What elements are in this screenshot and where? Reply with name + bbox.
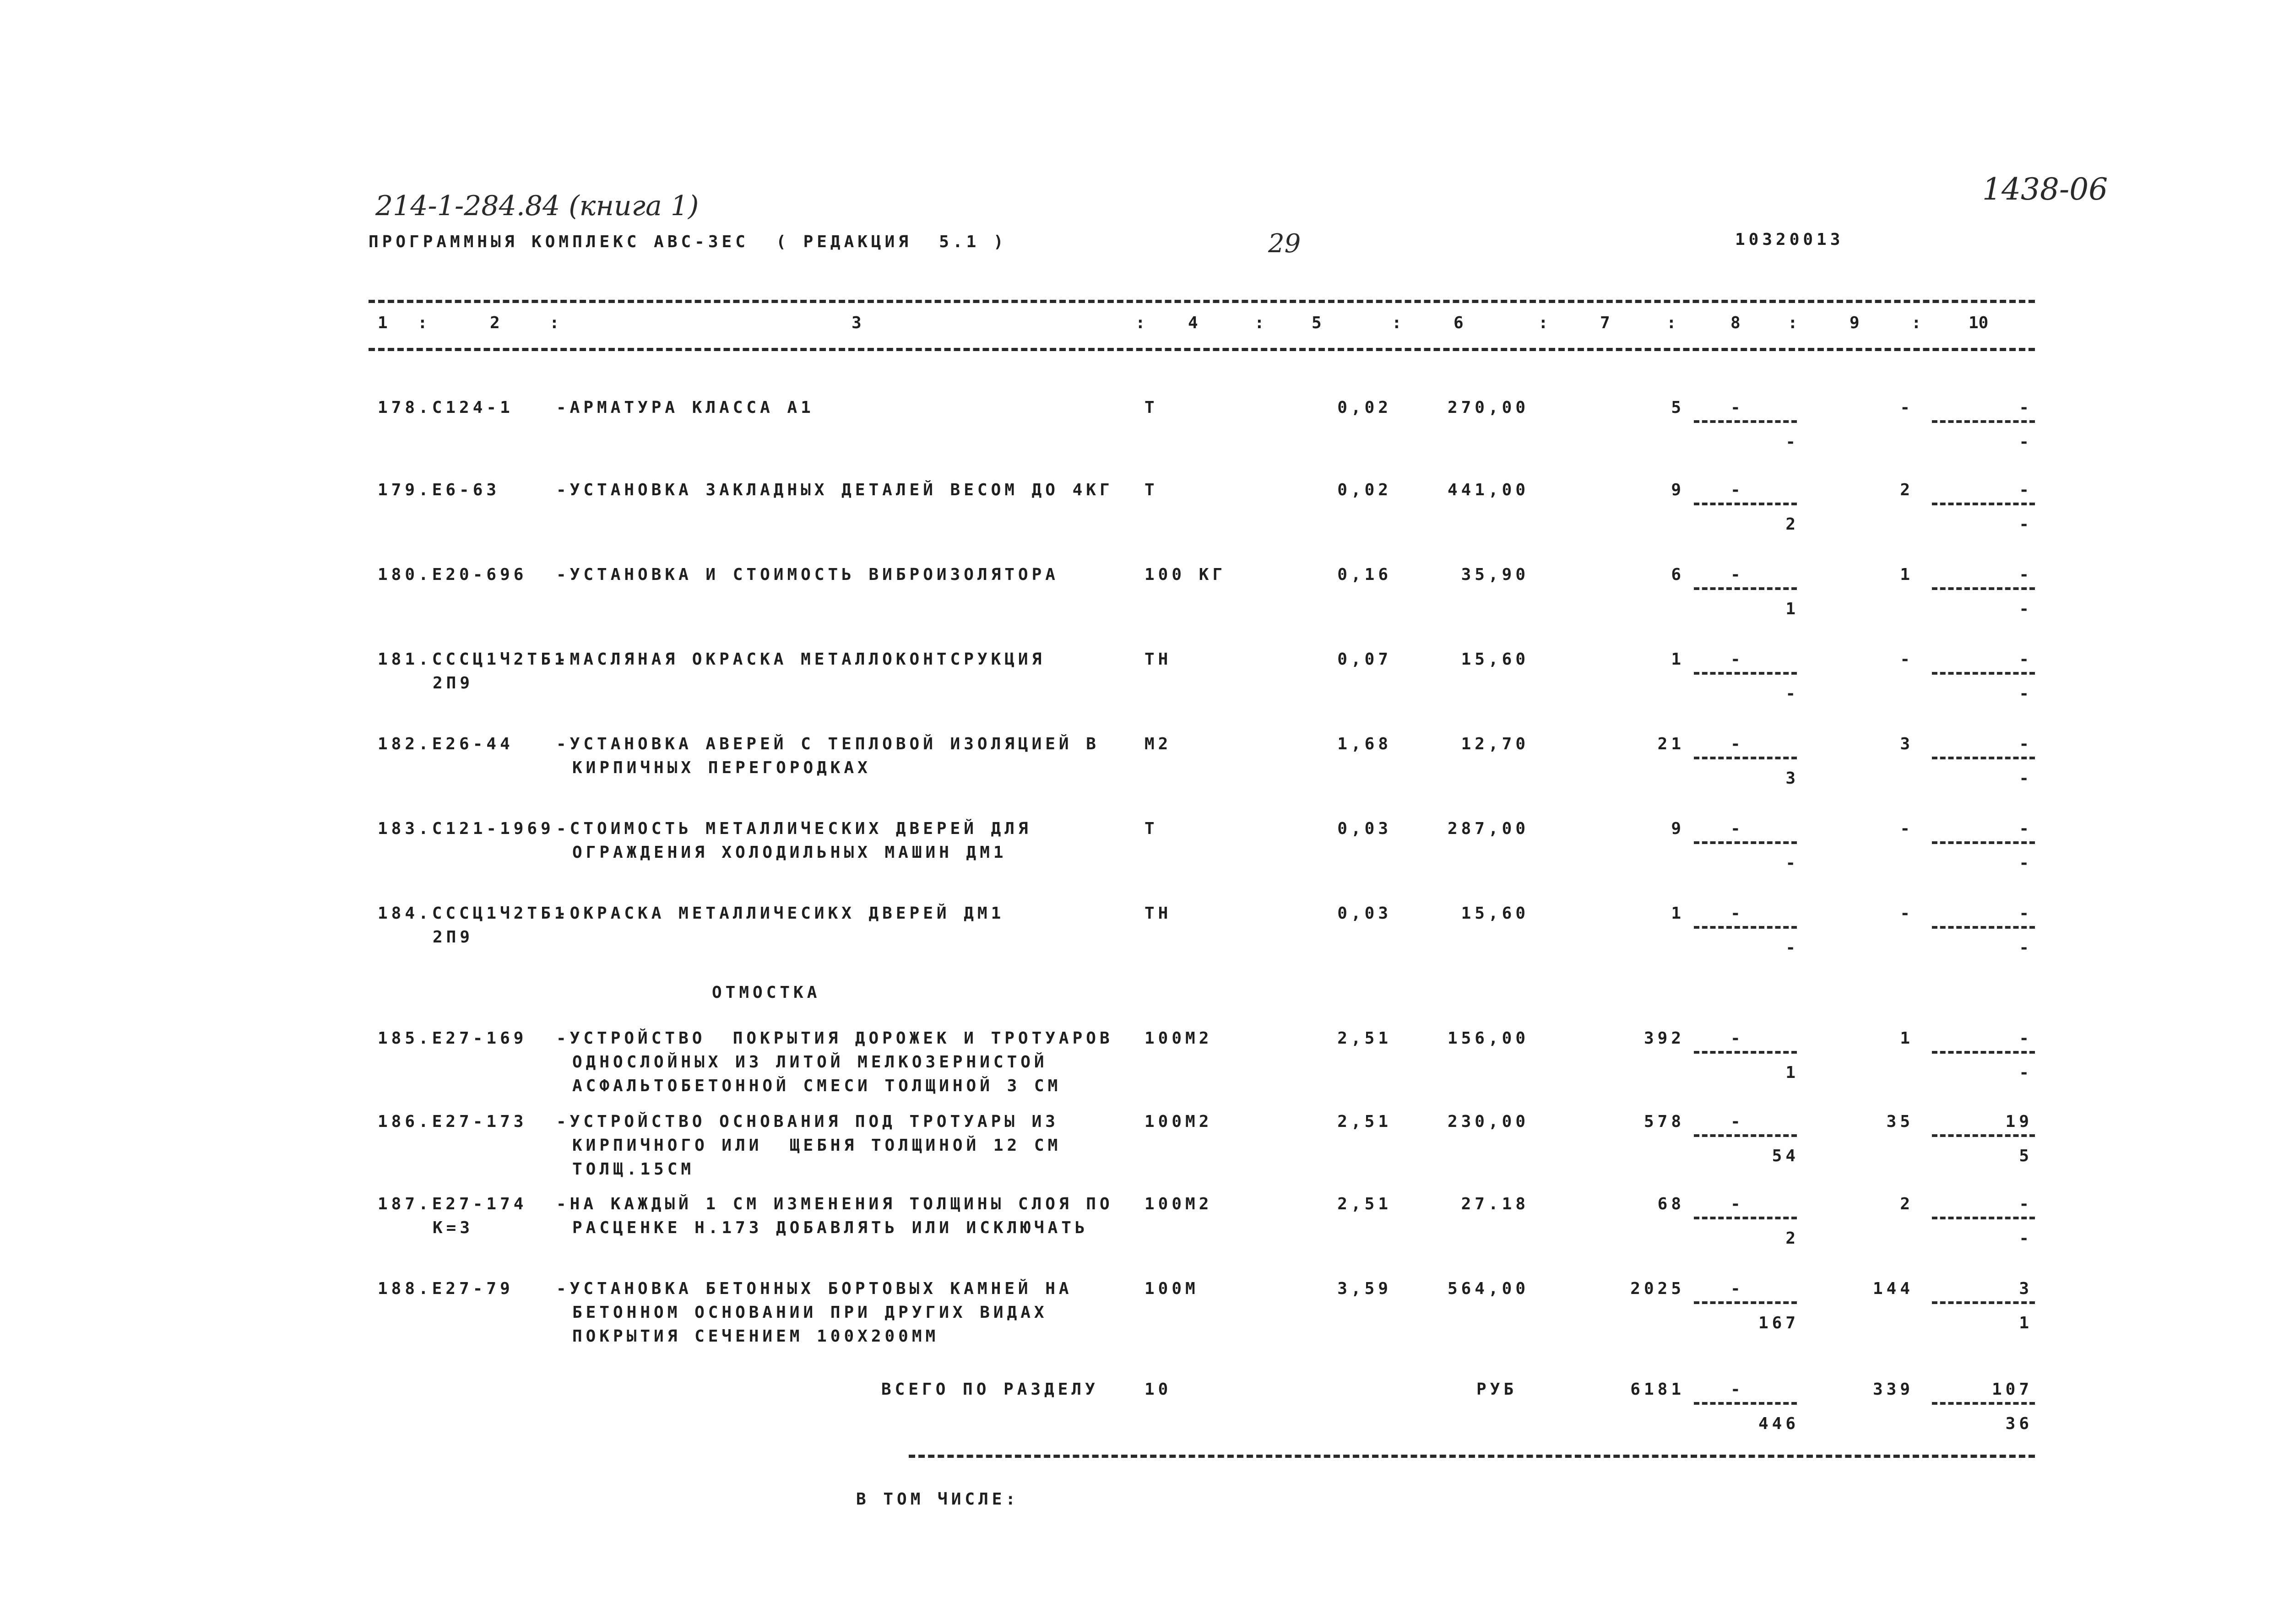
row-col9: 1	[1900, 1029, 1914, 1048]
row-code: 184.СССЦ1Ч2ТБ1	[378, 904, 568, 923]
row-col9: 3	[1900, 735, 1914, 753]
column-header-5: 5	[1312, 314, 1322, 332]
row-total-cost: 6	[1671, 565, 1685, 584]
row-col10-top: -	[2019, 819, 2033, 838]
row-description: -УСТАНОВКА БЕТОННЫХ БОРТОВЫХ КАМНЕЙ НА	[556, 1279, 1073, 1298]
row-col8-top: -	[1730, 1279, 1744, 1298]
row-unit: М2	[1144, 735, 1172, 753]
row-total-cost: 578	[1644, 1112, 1685, 1131]
row-unit: Т	[1144, 819, 1158, 838]
row-description: КИРПИЧНОГО ИЛИ ЩЕБНЯ ТОЛЩИНОЙ 12 СМ	[572, 1136, 1062, 1155]
row-total-cost: 21	[1657, 735, 1685, 753]
row-col8-rule	[1694, 926, 1797, 929]
row-col10-bottom: -	[2019, 1063, 2033, 1082]
row-description: -УСТРОЙСТВО ОСНОВАНИЯ ПОД ТРОТУАРЫ ИЗ	[556, 1112, 1059, 1131]
row-col10-top: -	[2019, 1195, 2033, 1213]
row-quantity: 2,51	[1337, 1112, 1392, 1131]
row-col9: -	[1900, 398, 1914, 417]
column-separator: :	[418, 314, 428, 332]
total-unit: 10	[1144, 1380, 1172, 1399]
row-col9: 1	[1900, 565, 1914, 584]
row-col10-top: -	[2019, 398, 2033, 417]
row-col10-rule	[1932, 1301, 2035, 1304]
row-unit-price: 15,60	[1461, 650, 1529, 669]
row-description: ОГРАЖДЕНИЯ ХОЛОДИЛЬНЫХ МАШИН ДМ1	[572, 843, 1007, 862]
row-col10-bottom: 1	[2019, 1314, 2033, 1332]
row-quantity: 2,51	[1337, 1029, 1392, 1048]
column-separator: :	[1392, 314, 1402, 332]
row-description: ПОКРЫТИЯ СЕЧЕНИЕМ 100Х200ММ	[572, 1327, 939, 1346]
handwritten-reference: 214-1-284.84 (книга 1)	[375, 190, 699, 222]
row-quantity: 0,03	[1337, 904, 1392, 923]
row-col10-rule	[1932, 926, 2035, 929]
column-separator: :	[549, 314, 559, 332]
row-col8-top: -	[1730, 565, 1744, 584]
row-unit-price: 564,00	[1447, 1279, 1529, 1298]
row-unit-price: 230,00	[1447, 1112, 1529, 1131]
column-header-10: 10	[1969, 314, 1989, 332]
row-col9: 2	[1900, 1195, 1914, 1213]
row-col9: 2	[1900, 481, 1914, 499]
row-col8-rule	[1694, 1301, 1797, 1304]
row-col8-rule	[1694, 503, 1797, 505]
row-col8-top: -	[1730, 1029, 1744, 1048]
row-quantity: 0,02	[1337, 481, 1392, 499]
row-col8-top: -	[1730, 1112, 1744, 1131]
row-code: 182.Е26-44	[378, 735, 514, 753]
row-total-cost: 68	[1657, 1195, 1685, 1213]
total-col8-rule	[1694, 1402, 1797, 1405]
row-col10-rule	[1932, 587, 2035, 590]
row-col10-rule	[1932, 1217, 2035, 1219]
total-col8-top: -	[1730, 1380, 1744, 1399]
column-header-3: 3	[852, 314, 862, 332]
row-code: 180.Е20-696	[378, 565, 527, 584]
column-header-8: 8	[1730, 314, 1741, 332]
total-cost: 6181	[1630, 1380, 1685, 1399]
row-col10-bottom: -	[2019, 1229, 2033, 1248]
footer-note: В ТОМ ЧИСЛЕ:	[856, 1490, 1020, 1509]
total-col10-top: 107	[1991, 1380, 2033, 1399]
row-quantity: 0,07	[1337, 650, 1392, 669]
column-separator: :	[1911, 314, 1921, 332]
row-code: 187.Е27-174	[378, 1195, 527, 1213]
row-col10-bottom: -	[2019, 600, 2033, 618]
row-unit: ТН	[1144, 650, 1172, 669]
row-description: -ОКРАСКА МЕТАЛЛИЧЕСИКХ ДВЕРЕЙ ДМ1	[556, 904, 1005, 923]
row-quantity: 3,59	[1337, 1279, 1392, 1298]
row-col10-rule	[1932, 757, 2035, 759]
row-unit-price: 287,00	[1447, 819, 1529, 838]
row-col10-top: 3	[2019, 1279, 2033, 1298]
row-quantity: 0,02	[1337, 398, 1392, 417]
row-col8-top: -	[1730, 650, 1744, 669]
row-col10-bottom: 5	[2019, 1147, 2033, 1165]
column-separator: :	[1788, 314, 1798, 332]
row-description: -УСТАНОВКА АВЕРЕЙ С ТЕПЛОВОЙ ИЗОЛЯЦИЕЙ В	[556, 735, 1100, 753]
row-col8-rule	[1694, 757, 1797, 759]
header-bottom-rule	[369, 348, 2035, 351]
column-separator: :	[1666, 314, 1676, 332]
column-header-9: 9	[1850, 314, 1860, 332]
row-col10-bottom: -	[2019, 769, 2033, 788]
row-col8-bottom: 2	[1785, 515, 1799, 534]
total-label: ВСЕГО ПО РАЗДЕЛУ	[881, 1380, 1099, 1399]
row-col8-top: -	[1730, 481, 1744, 499]
column-header-2: 2	[490, 314, 500, 332]
row-total-cost: 9	[1671, 481, 1685, 499]
row-code-suffix: 2П9	[433, 928, 474, 947]
row-col10-top: -	[2019, 1029, 2033, 1048]
row-code: 188.Е27-79	[378, 1279, 514, 1298]
row-col8-bottom: -	[1785, 433, 1799, 451]
row-col10-top: -	[2019, 735, 2033, 753]
row-unit: 100М2	[1144, 1112, 1213, 1131]
column-separator: :	[1538, 314, 1548, 332]
row-col8-bottom: 2	[1785, 1229, 1799, 1248]
total-col10-rule	[1932, 1402, 2035, 1405]
row-quantity: 0,03	[1337, 819, 1392, 838]
row-unit-price: 156,00	[1447, 1029, 1529, 1048]
row-col8-top: -	[1730, 398, 1744, 417]
row-col10-bottom: -	[2019, 854, 2033, 872]
row-col8-rule	[1694, 841, 1797, 844]
row-total-cost: 1	[1671, 904, 1685, 923]
row-col8-bottom: 1	[1785, 1063, 1799, 1082]
row-description: ОДНОСЛОЙНЫХ ИЗ ЛИТОЙ МЕЛКОЗЕРНИСТОЙ	[572, 1053, 1048, 1072]
row-unit-price: 12,70	[1461, 735, 1529, 753]
row-total-cost: 9	[1671, 819, 1685, 838]
handwritten-code: 1438-06	[1982, 172, 2108, 207]
row-col8-rule	[1694, 587, 1797, 590]
row-unit: 100М2	[1144, 1029, 1213, 1048]
total-bottom-rule	[909, 1455, 2035, 1458]
row-code: 183.С121-1969	[378, 819, 554, 838]
row-col10-top: -	[2019, 481, 2033, 499]
row-col10-bottom: -	[2019, 433, 2033, 451]
row-description: -СТОИМОСТЬ МЕТАЛЛИЧЕСКИХ ДВЕРЕЙ ДЛЯ	[556, 819, 1032, 838]
column-separator: :	[1254, 314, 1264, 332]
row-col9: 144	[1872, 1279, 1914, 1298]
section-title: ОТМОСТКА	[712, 983, 821, 1002]
row-col10-rule	[1932, 1051, 2035, 1054]
row-description: БЕТОННОМ ОСНОВАНИИ ПРИ ДРУГИХ ВИДАХ	[572, 1303, 1048, 1322]
row-col10-bottom: -	[2019, 684, 2033, 703]
row-col9: -	[1900, 819, 1914, 838]
row-code-suffix: К=3	[433, 1218, 474, 1237]
row-total-cost: 5	[1671, 398, 1685, 417]
row-code: 186.Е27-173	[378, 1112, 527, 1131]
row-description: -УСТАНОВКА И СТОИМОСТЬ ВИБРОИЗОЛЯТОРА	[556, 565, 1059, 584]
row-unit: Т	[1144, 481, 1158, 499]
total-col8-bottom: 446	[1758, 1414, 1799, 1433]
row-col8-bottom: -	[1785, 854, 1799, 872]
row-description: -УСТАНОВКА ЗАКЛАДНЫХ ДЕТАЛЕЙ ВЕСОМ ДО 4КГ	[556, 481, 1113, 499]
row-quantity: 1,68	[1337, 735, 1392, 753]
row-code: 178.С124-1	[378, 398, 514, 417]
row-col8-bottom: 167	[1758, 1314, 1799, 1332]
row-code-suffix: 2П9	[433, 674, 474, 693]
row-quantity: 2,51	[1337, 1195, 1392, 1213]
total-currency: РУБ	[1476, 1380, 1518, 1399]
row-col10-bottom: -	[2019, 938, 2033, 957]
column-separator: :	[1135, 314, 1145, 332]
row-unit: 100М	[1144, 1279, 1199, 1298]
row-unit-price: 270,00	[1447, 398, 1529, 417]
row-col8-rule	[1694, 1134, 1797, 1137]
row-col8-rule	[1694, 1051, 1797, 1054]
row-col10-rule	[1932, 503, 2035, 505]
row-col9: -	[1900, 650, 1914, 669]
row-col10-top: -	[2019, 904, 2033, 923]
row-code: 185.Е27-169	[378, 1029, 527, 1048]
row-unit: 100М2	[1144, 1195, 1213, 1213]
row-unit-price: 35,90	[1461, 565, 1529, 584]
row-total-cost: 1	[1671, 650, 1685, 669]
row-col8-top: -	[1730, 1195, 1744, 1213]
row-col10-top: 19	[2005, 1112, 2033, 1131]
row-col8-bottom: 1	[1785, 600, 1799, 618]
document-id: 10320013	[1735, 230, 1844, 249]
row-col8-bottom: -	[1785, 938, 1799, 957]
row-col8-rule	[1694, 420, 1797, 423]
row-col8-rule	[1694, 1217, 1797, 1219]
row-description: РАСЦЕНКЕ Н.173 ДОБАВЛЯТЬ ИЛИ ИСКЛЮЧАТЬ	[572, 1218, 1089, 1237]
page-number: 29	[1268, 229, 1301, 259]
row-col8-bottom: 54	[1772, 1147, 1799, 1165]
row-unit: 100 КГ	[1144, 565, 1226, 584]
row-col10-rule	[1932, 420, 2035, 423]
row-code: 179.Е6-63	[378, 481, 500, 499]
row-description: ТОЛЩ.15СМ	[572, 1160, 695, 1179]
row-col8-top: -	[1730, 819, 1744, 838]
row-description: -АРМАТУРА КЛАССА А1	[556, 398, 814, 417]
row-unit: Т	[1144, 398, 1158, 417]
column-header-1: 1	[378, 314, 388, 332]
row-total-cost: 2025	[1630, 1279, 1685, 1298]
row-quantity: 0,16	[1337, 565, 1392, 584]
column-header-7: 7	[1600, 314, 1610, 332]
row-col10-rule	[1932, 672, 2035, 675]
row-unit-price: 441,00	[1447, 481, 1529, 499]
row-description: -УСТРОЙСТВО ПОКРЫТИЯ ДОРОЖЕК И ТРОТУАРОВ	[556, 1029, 1113, 1048]
row-code: 181.СССЦ1Ч2ТБ1	[378, 650, 568, 669]
column-header-6: 6	[1454, 314, 1464, 332]
row-description: -НА КАЖДЫЙ 1 СМ ИЗМЕНЕНИЯ ТОЛЩИНЫ СЛОЯ ПО	[556, 1195, 1113, 1213]
row-col8-top: -	[1730, 904, 1744, 923]
row-col9: -	[1900, 904, 1914, 923]
total-col10-bottom: 36	[2005, 1414, 2033, 1433]
row-description: -МАСЛЯНАЯ ОКРАСКА МЕТАЛЛОКОНТСРУКЦИЯ	[556, 650, 1046, 669]
row-col10-top: -	[2019, 650, 2033, 669]
header-top-rule	[369, 300, 2035, 303]
row-col8-bottom: 3	[1785, 769, 1799, 788]
row-description: АСФАЛЬТОБЕТОННОЙ СМЕСИ ТОЛЩИНОЙ 3 СМ	[572, 1077, 1062, 1095]
row-col10-top: -	[2019, 565, 2033, 584]
row-col8-bottom: -	[1785, 684, 1799, 703]
column-header-4: 4	[1188, 314, 1198, 332]
row-total-cost: 392	[1644, 1029, 1685, 1048]
row-description: КИРПИЧНЫХ ПЕРЕГОРОДКАХ	[572, 758, 871, 777]
row-unit: ТН	[1144, 904, 1172, 923]
row-col9: 35	[1886, 1112, 1914, 1131]
row-unit-price: 15,60	[1461, 904, 1529, 923]
row-col10-bottom: -	[2019, 515, 2033, 534]
row-col8-rule	[1694, 672, 1797, 675]
row-col8-top: -	[1730, 735, 1744, 753]
program-line: ПРОГРАММНЫЯ КОМПЛЕКС АВС-ЗЕС ( РЕДАКЦИЯ 5.1 )	[369, 233, 1007, 251]
row-col10-rule	[1932, 1134, 2035, 1137]
row-unit-price: 27.18	[1461, 1195, 1529, 1213]
row-col10-rule	[1932, 841, 2035, 844]
total-col9: 339	[1872, 1380, 1914, 1399]
